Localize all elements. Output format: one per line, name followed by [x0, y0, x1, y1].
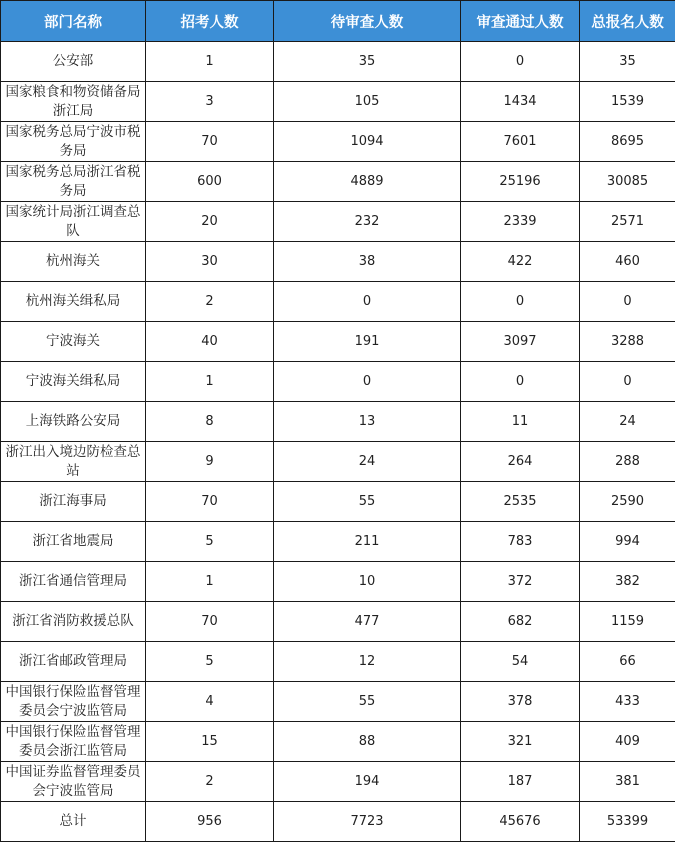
- department-cell: 杭州海关: [1, 242, 146, 282]
- total-count-cell: 8695: [580, 122, 675, 162]
- table-row: [1, 322, 675, 362]
- table-row: [1, 482, 675, 522]
- table-row: [1, 202, 675, 242]
- pending-count-cell: 477: [274, 602, 461, 642]
- total-count-cell: 35: [580, 42, 675, 82]
- total-count-cell: 3288: [580, 322, 675, 362]
- pending-count-cell: 105: [274, 82, 461, 122]
- pending-count-cell: 7723: [274, 802, 461, 842]
- department-cell: 国家税务总局浙江省税务局: [1, 162, 146, 202]
- approved-count-cell: 682: [461, 602, 580, 642]
- table-row: [1, 362, 675, 402]
- table-row: [1, 162, 675, 202]
- pending-count-cell: 1094: [274, 122, 461, 162]
- total-count-cell: 66: [580, 642, 675, 682]
- pending-count-cell: 12: [274, 642, 461, 682]
- department-cell: 浙江省消防救援总队: [1, 602, 146, 642]
- recruit-count-cell: 2: [146, 282, 274, 322]
- department-cell: 浙江省邮政管理局: [1, 642, 146, 682]
- pending-count-cell: 232: [274, 202, 461, 242]
- recruit-count-cell: 600: [146, 162, 274, 202]
- approved-count-cell: 372: [461, 562, 580, 602]
- approved-count-cell: 11: [461, 402, 580, 442]
- total-count-cell: 460: [580, 242, 675, 282]
- recruit-count-cell: 30: [146, 242, 274, 282]
- approved-count-cell: 0: [461, 42, 580, 82]
- approved-count-cell: 25196: [461, 162, 580, 202]
- pending-count-cell: 38: [274, 242, 461, 282]
- pending-count-cell: 10: [274, 562, 461, 602]
- table-row: [1, 122, 675, 162]
- approved-count-cell: 264: [461, 442, 580, 482]
- pending-count-cell: 55: [274, 682, 461, 722]
- recruit-count-cell: 70: [146, 482, 274, 522]
- pending-count-cell: 88: [274, 722, 461, 762]
- department-cell: 宁波海关缉私局: [1, 362, 146, 402]
- department-cell: 中国银行保险监督管理委员会浙江监管局: [1, 722, 146, 762]
- total-count-cell: 0: [580, 282, 675, 322]
- recruit-count-cell: 15: [146, 722, 274, 762]
- recruit-count-cell: 70: [146, 122, 274, 162]
- pending-count-cell: 4889: [274, 162, 461, 202]
- pending-count-cell: 55: [274, 482, 461, 522]
- approved-count-cell: 378: [461, 682, 580, 722]
- total-count-cell: 1539: [580, 82, 675, 122]
- total-count-cell: 2590: [580, 482, 675, 522]
- pending-count-cell: 0: [274, 282, 461, 322]
- department-cell: 中国证券监督管理委员会宁波监管局: [1, 762, 146, 802]
- total-count-cell: 0: [580, 362, 675, 402]
- department-cell: 浙江省地震局: [1, 522, 146, 562]
- total-count-cell: 30085: [580, 162, 675, 202]
- total-count-cell: 53399: [580, 802, 675, 842]
- department-cell: 上海铁路公安局: [1, 402, 146, 442]
- approved-count-cell: 783: [461, 522, 580, 562]
- department-cell: 浙江海事局: [1, 482, 146, 522]
- table-row: [1, 602, 675, 642]
- pending-count-cell: 24: [274, 442, 461, 482]
- approved-count-cell: 54: [461, 642, 580, 682]
- table-row: [1, 522, 675, 562]
- department-cell: 杭州海关缉私局: [1, 282, 146, 322]
- table-row: [1, 762, 675, 802]
- header-approved-count: 审查通过人数: [461, 1, 580, 42]
- total-count-cell: 1159: [580, 602, 675, 642]
- recruit-count-cell: 5: [146, 642, 274, 682]
- total-count-cell: 382: [580, 562, 675, 602]
- department-cell: 国家税务总局宁波市税务局: [1, 122, 146, 162]
- total-count-cell: 381: [580, 762, 675, 802]
- table-row: [1, 562, 675, 602]
- approved-count-cell: 3097: [461, 322, 580, 362]
- total-count-cell: 433: [580, 682, 675, 722]
- recruit-count-cell: 40: [146, 322, 274, 362]
- table-row: [1, 42, 675, 82]
- table-header: [1, 1, 675, 42]
- recruit-count-cell: 8: [146, 402, 274, 442]
- header-department: 部门名称: [1, 1, 146, 42]
- table-row: [1, 402, 675, 442]
- recruit-count-cell: 3: [146, 82, 274, 122]
- approved-count-cell: 321: [461, 722, 580, 762]
- pending-count-cell: 13: [274, 402, 461, 442]
- total-count-cell: 994: [580, 522, 675, 562]
- recruit-count-cell: 1: [146, 362, 274, 402]
- department-cell: 公安部: [1, 42, 146, 82]
- department-cell: 浙江出入境边防检查总站: [1, 442, 146, 482]
- header-pending-count: 待审查人数: [274, 1, 461, 42]
- header-total-count: 总报名人数: [580, 1, 675, 42]
- approved-count-cell: 1434: [461, 82, 580, 122]
- pending-count-cell: 194: [274, 762, 461, 802]
- table-row: [1, 642, 675, 682]
- approved-count-cell: 0: [461, 282, 580, 322]
- pending-count-cell: 0: [274, 362, 461, 402]
- total-count-cell: 24: [580, 402, 675, 442]
- table-row: [1, 282, 675, 322]
- table-row: [1, 722, 675, 762]
- recruit-count-cell: 1: [146, 42, 274, 82]
- recruit-count-cell: 9: [146, 442, 274, 482]
- department-cell: 总计: [1, 802, 146, 842]
- recruit-count-cell: 20: [146, 202, 274, 242]
- recruit-count-cell: 1: [146, 562, 274, 602]
- department-cell: 中国银行保险监督管理委员会宁波监管局: [1, 682, 146, 722]
- approved-count-cell: 422: [461, 242, 580, 282]
- total-count-cell: 409: [580, 722, 675, 762]
- recruit-count-cell: 4: [146, 682, 274, 722]
- approved-count-cell: 45676: [461, 802, 580, 842]
- header-recruit-count: 招考人数: [146, 1, 274, 42]
- pending-count-cell: 35: [274, 42, 461, 82]
- department-cell: 宁波海关: [1, 322, 146, 362]
- recruit-count-cell: 5: [146, 522, 274, 562]
- table-row: [1, 442, 675, 482]
- approved-count-cell: 187: [461, 762, 580, 802]
- table-row: [1, 242, 675, 282]
- table-row: [1, 82, 675, 122]
- department-cell: 国家粮食和物资储备局浙江局: [1, 82, 146, 122]
- total-count-cell: 2571: [580, 202, 675, 242]
- header-row: [1, 1, 675, 42]
- department-cell: 浙江省通信管理局: [1, 562, 146, 602]
- table-row: [1, 682, 675, 722]
- pending-count-cell: 191: [274, 322, 461, 362]
- approved-count-cell: 2339: [461, 202, 580, 242]
- approved-count-cell: 2535: [461, 482, 580, 522]
- total-row: [1, 802, 675, 842]
- recruit-count-cell: 956: [146, 802, 274, 842]
- approved-count-cell: 0: [461, 362, 580, 402]
- recruit-count-cell: 2: [146, 762, 274, 802]
- approved-count-cell: 7601: [461, 122, 580, 162]
- department-cell: 国家统计局浙江调查总队: [1, 202, 146, 242]
- pending-count-cell: 211: [274, 522, 461, 562]
- total-count-cell: 288: [580, 442, 675, 482]
- table-body: [1, 42, 675, 842]
- recruit-count-cell: 70: [146, 602, 274, 642]
